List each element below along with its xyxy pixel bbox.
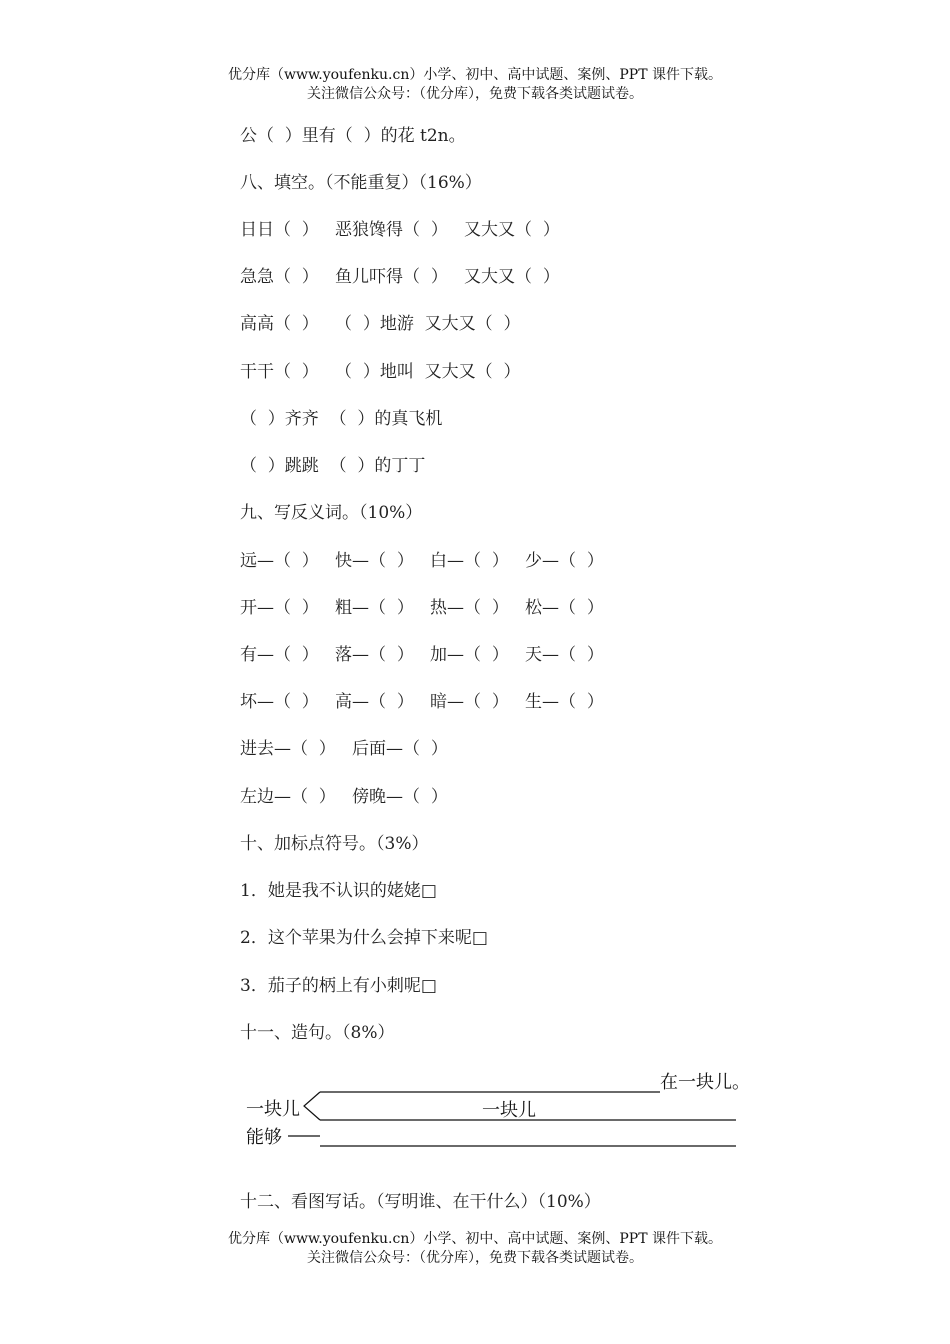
branch-connector — [304, 1092, 320, 1120]
punctuation-item-2: 2．这个苹果为什么会掉下来呢□ — [240, 928, 488, 948]
section-8-heading: 八、填空。（不能重复）（16%） — [240, 173, 482, 193]
fill-row-2: 急急（ ） 鱼儿吓得（ ） 又大又（ ） — [240, 267, 560, 287]
end-phrase: 在一块儿。 — [660, 1072, 750, 1093]
antonym-row-6: 左边—（ ） 傍晚—（ ） — [240, 787, 448, 807]
left-word-yikuaier: 一块儿 — [246, 1099, 300, 1120]
fill-row-1: 日日（ ） 恶狼馋得（ ） 又大又（ ） — [240, 220, 560, 240]
section-11-heading: 十一、造句。（8%） — [240, 1023, 395, 1043]
sentence-making-figure — [240, 1064, 760, 1160]
punctuation-item-3: 3．茄子的柄上有小刺呢□ — [240, 976, 437, 996]
header-line-2: 关注微信公众号：（优分库），免费下载各类试题试卷。 — [307, 86, 643, 102]
left-word-nenggou: 能够 — [246, 1127, 282, 1148]
header-line-1: 优分库（www.youfenku.cn）小学、初中、高中试题、案例、PPT 课件下载。 — [227, 67, 722, 83]
fill-row-5: （ ）齐齐 （ ）的真飞机 — [240, 409, 443, 429]
section-10-heading: 十、加标点符号。（3%） — [240, 834, 429, 854]
flower-sentence: 公（ ）里有（ ）的花 t2n。 — [240, 126, 466, 146]
section-12-heading: 十二、看图写话。（写明谁、在干什么）（10%） — [240, 1192, 601, 1212]
antonym-row-2: 开—（ ） 粗—（ ） 热—（ ） 松—（ ） — [240, 598, 604, 618]
antonym-row-3: 有—（ ） 落—（ ） 加—（ ） 天—（ ） — [240, 645, 604, 665]
antonym-row-5: 进去—（ ） 后面—（ ） — [240, 739, 448, 759]
antonym-row-4: 坏—（ ） 高—（ ） 暗—（ ） 生—（ ） — [240, 692, 604, 712]
antonym-row-1: 远—（ ） 快—（ ） 白—（ ） 少—（ ） — [240, 551, 604, 571]
footer-line-2: 关注微信公众号：（优分库），免费下载各类试题试卷。 — [307, 1250, 643, 1266]
footer-line-1: 优分库（www.youfenku.cn）小学、初中、高中试题、案例、PPT 课件下载。 — [227, 1231, 722, 1247]
section-9-heading: 九、写反义词。（10%） — [240, 503, 423, 523]
fill-row-3: 高高（ ） （ ）地游 又大又（ ） — [240, 314, 521, 334]
middle-word: 一块儿 — [482, 1100, 536, 1121]
fill-row-6: （ ）跳跳 （ ）的丁丁 — [240, 456, 426, 476]
fill-row-4: 干干（ ） （ ）地叫 又大又（ ） — [240, 362, 521, 382]
punctuation-item-1: 1．她是我不认识的姥姥□ — [240, 881, 437, 901]
